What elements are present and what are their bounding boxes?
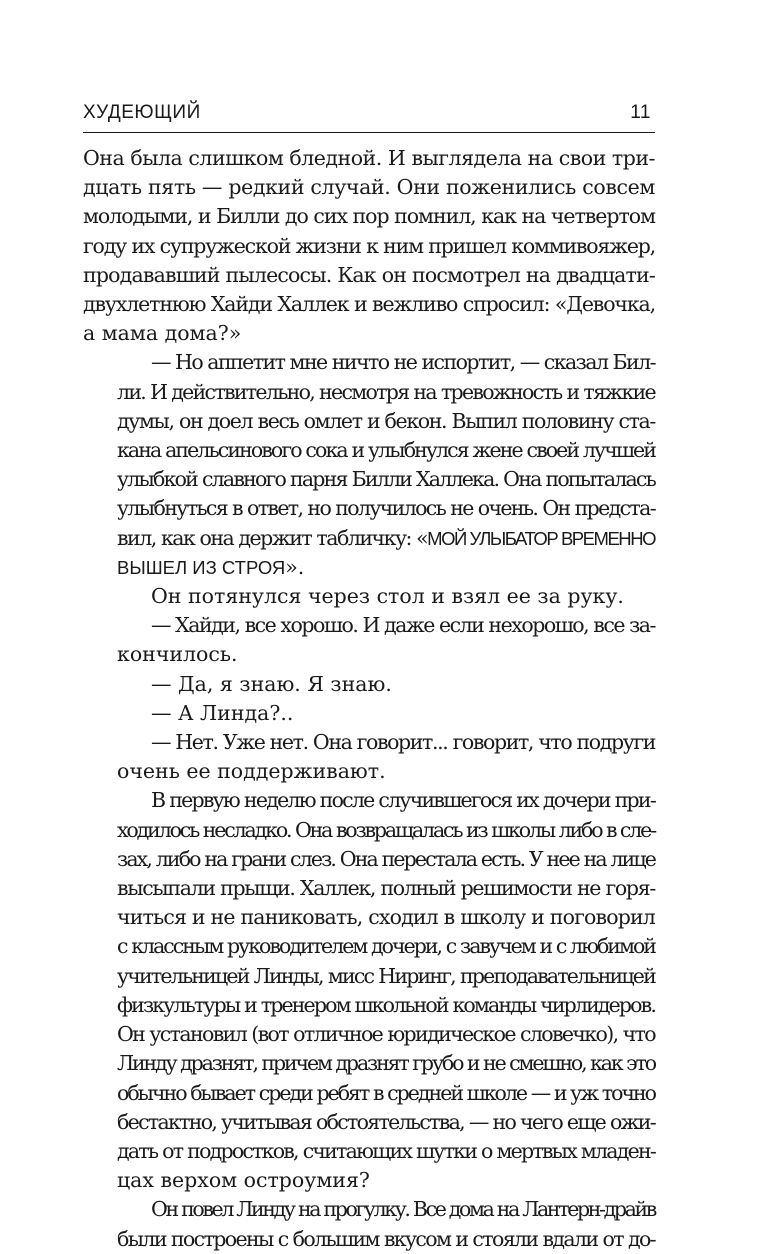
text-fragment: ».	[285, 554, 305, 579]
paragraph	[83, 348, 655, 582]
paragraph	[83, 728, 655, 786]
text-line: зах, либо на грани слез. Она перестала есть. У нее на лице	[117, 846, 655, 871]
text-line: — Да, я знаю. Я знаю.	[151, 671, 392, 696]
running-header	[83, 100, 655, 133]
text-line: Она была слишком бледной. И выглядела на свои три-	[83, 146, 655, 170]
text-fragment: вил, как она держит табличку: «	[117, 525, 428, 550]
text-line: — Хайди, все хорошо. И даже если нехорошо, все за-	[151, 613, 655, 638]
sign-text: ВЫШЕЛ ИЗ СТРОЯ	[117, 556, 286, 578]
text-line: ли. И действительно, несмотря на тревожность и тяжкие	[117, 379, 655, 404]
text-line	[83, 524, 655, 553]
text-line: улыбнуться в ответ, но получилось не очень. Он предста-	[117, 496, 655, 521]
text-line: высыпали прыщи. Халлек, полный решимости не горя-	[117, 876, 655, 901]
text-line: читься и не паниковать, сходил в школу и поговорил	[117, 905, 655, 930]
text-line: — А Линда?..	[151, 700, 294, 725]
text-line: — Но аппетит мне ничто не испортит, — сказал Бил-	[151, 350, 655, 375]
text-line: двухлетнюю Хайди Халлек и вежливо спросил: «Девочка,	[83, 292, 655, 317]
text-line: учительницей Линды, мисс Ниринг, преподавательницей	[117, 963, 655, 988]
sign-text: МОЙ УЛЫБАТОР ВРЕМЕННО	[427, 527, 655, 549]
text-line: а мама дома?»	[83, 321, 242, 346]
text-line: Он потянулся через стол и взял ее за руку.	[151, 584, 624, 609]
text-line: улыбкой славного парня Билли Халлека. Она попыталась	[117, 467, 655, 492]
text-line: молодыми, и Билли до сих пор помнил, как на четвертом	[83, 204, 655, 229]
paragraph	[83, 611, 655, 669]
paragraph	[83, 1195, 655, 1253]
text-line: — Нет. Уже нет. Она говорит... говорит, что подруги	[151, 730, 655, 755]
body-text	[83, 144, 655, 1254]
page-number: 11	[630, 102, 651, 123]
text-line: Линду дразнят, причем дразнят грубо и не смешно, как это	[117, 1051, 655, 1076]
text-line: обычно бывает среди ребят в средней школе — и уж точно	[117, 1080, 655, 1105]
running-title: ХУДЕЮЩИЙ	[83, 102, 201, 123]
text-line: Он установил (вот отличное юридическое словечко), что	[117, 1022, 655, 1047]
text-line: Он повел Линду на прогулку. Все дома на Лантерн-драйв	[151, 1197, 655, 1222]
paragraph	[83, 582, 655, 611]
text-line: с классным руководителем дочери, с завучем и с любимой	[117, 934, 655, 959]
paragraph	[83, 786, 655, 1195]
text-line: В первую неделю после случившегося их дочери при-	[151, 788, 655, 813]
paragraph	[83, 670, 655, 699]
text-line: году их супружеской жизни к ним пришел коммивояжер,	[83, 233, 655, 258]
text-line: ходилось несладко. Она возвращалась из школы либо в сле-	[117, 817, 655, 842]
paragraph	[83, 144, 655, 348]
text-line	[83, 553, 655, 582]
text-line: кончилось.	[117, 642, 238, 667]
text-line: бестактно, учитывая обстоятельства, — но чего еще ожи-	[117, 1109, 655, 1134]
text-line: дать от подростков, считающих шутки о мертвых младен-	[117, 1138, 655, 1163]
text-line: очень ее поддерживают.	[117, 759, 386, 784]
text-line: цах верхом остроумия?	[117, 1168, 370, 1193]
text-line: думы, он доел весь омлет и бекон. Выпил половину ста-	[117, 408, 655, 433]
text-line: физкультуры и тренером школьной команды чирлидеров.	[117, 992, 655, 1017]
text-line: были построены с большим вкусом и стояли вдали от до-	[117, 1226, 655, 1251]
paragraph	[83, 699, 655, 728]
text-line: кана апельсинового сока и улыбнулся жене своей лучшей	[117, 438, 655, 463]
text-line: дцать пять — редкий случай. Они поженились совсем	[83, 175, 655, 200]
text-line: продававший пылесосы. Как он посмотрел на двадцати-	[83, 262, 655, 287]
